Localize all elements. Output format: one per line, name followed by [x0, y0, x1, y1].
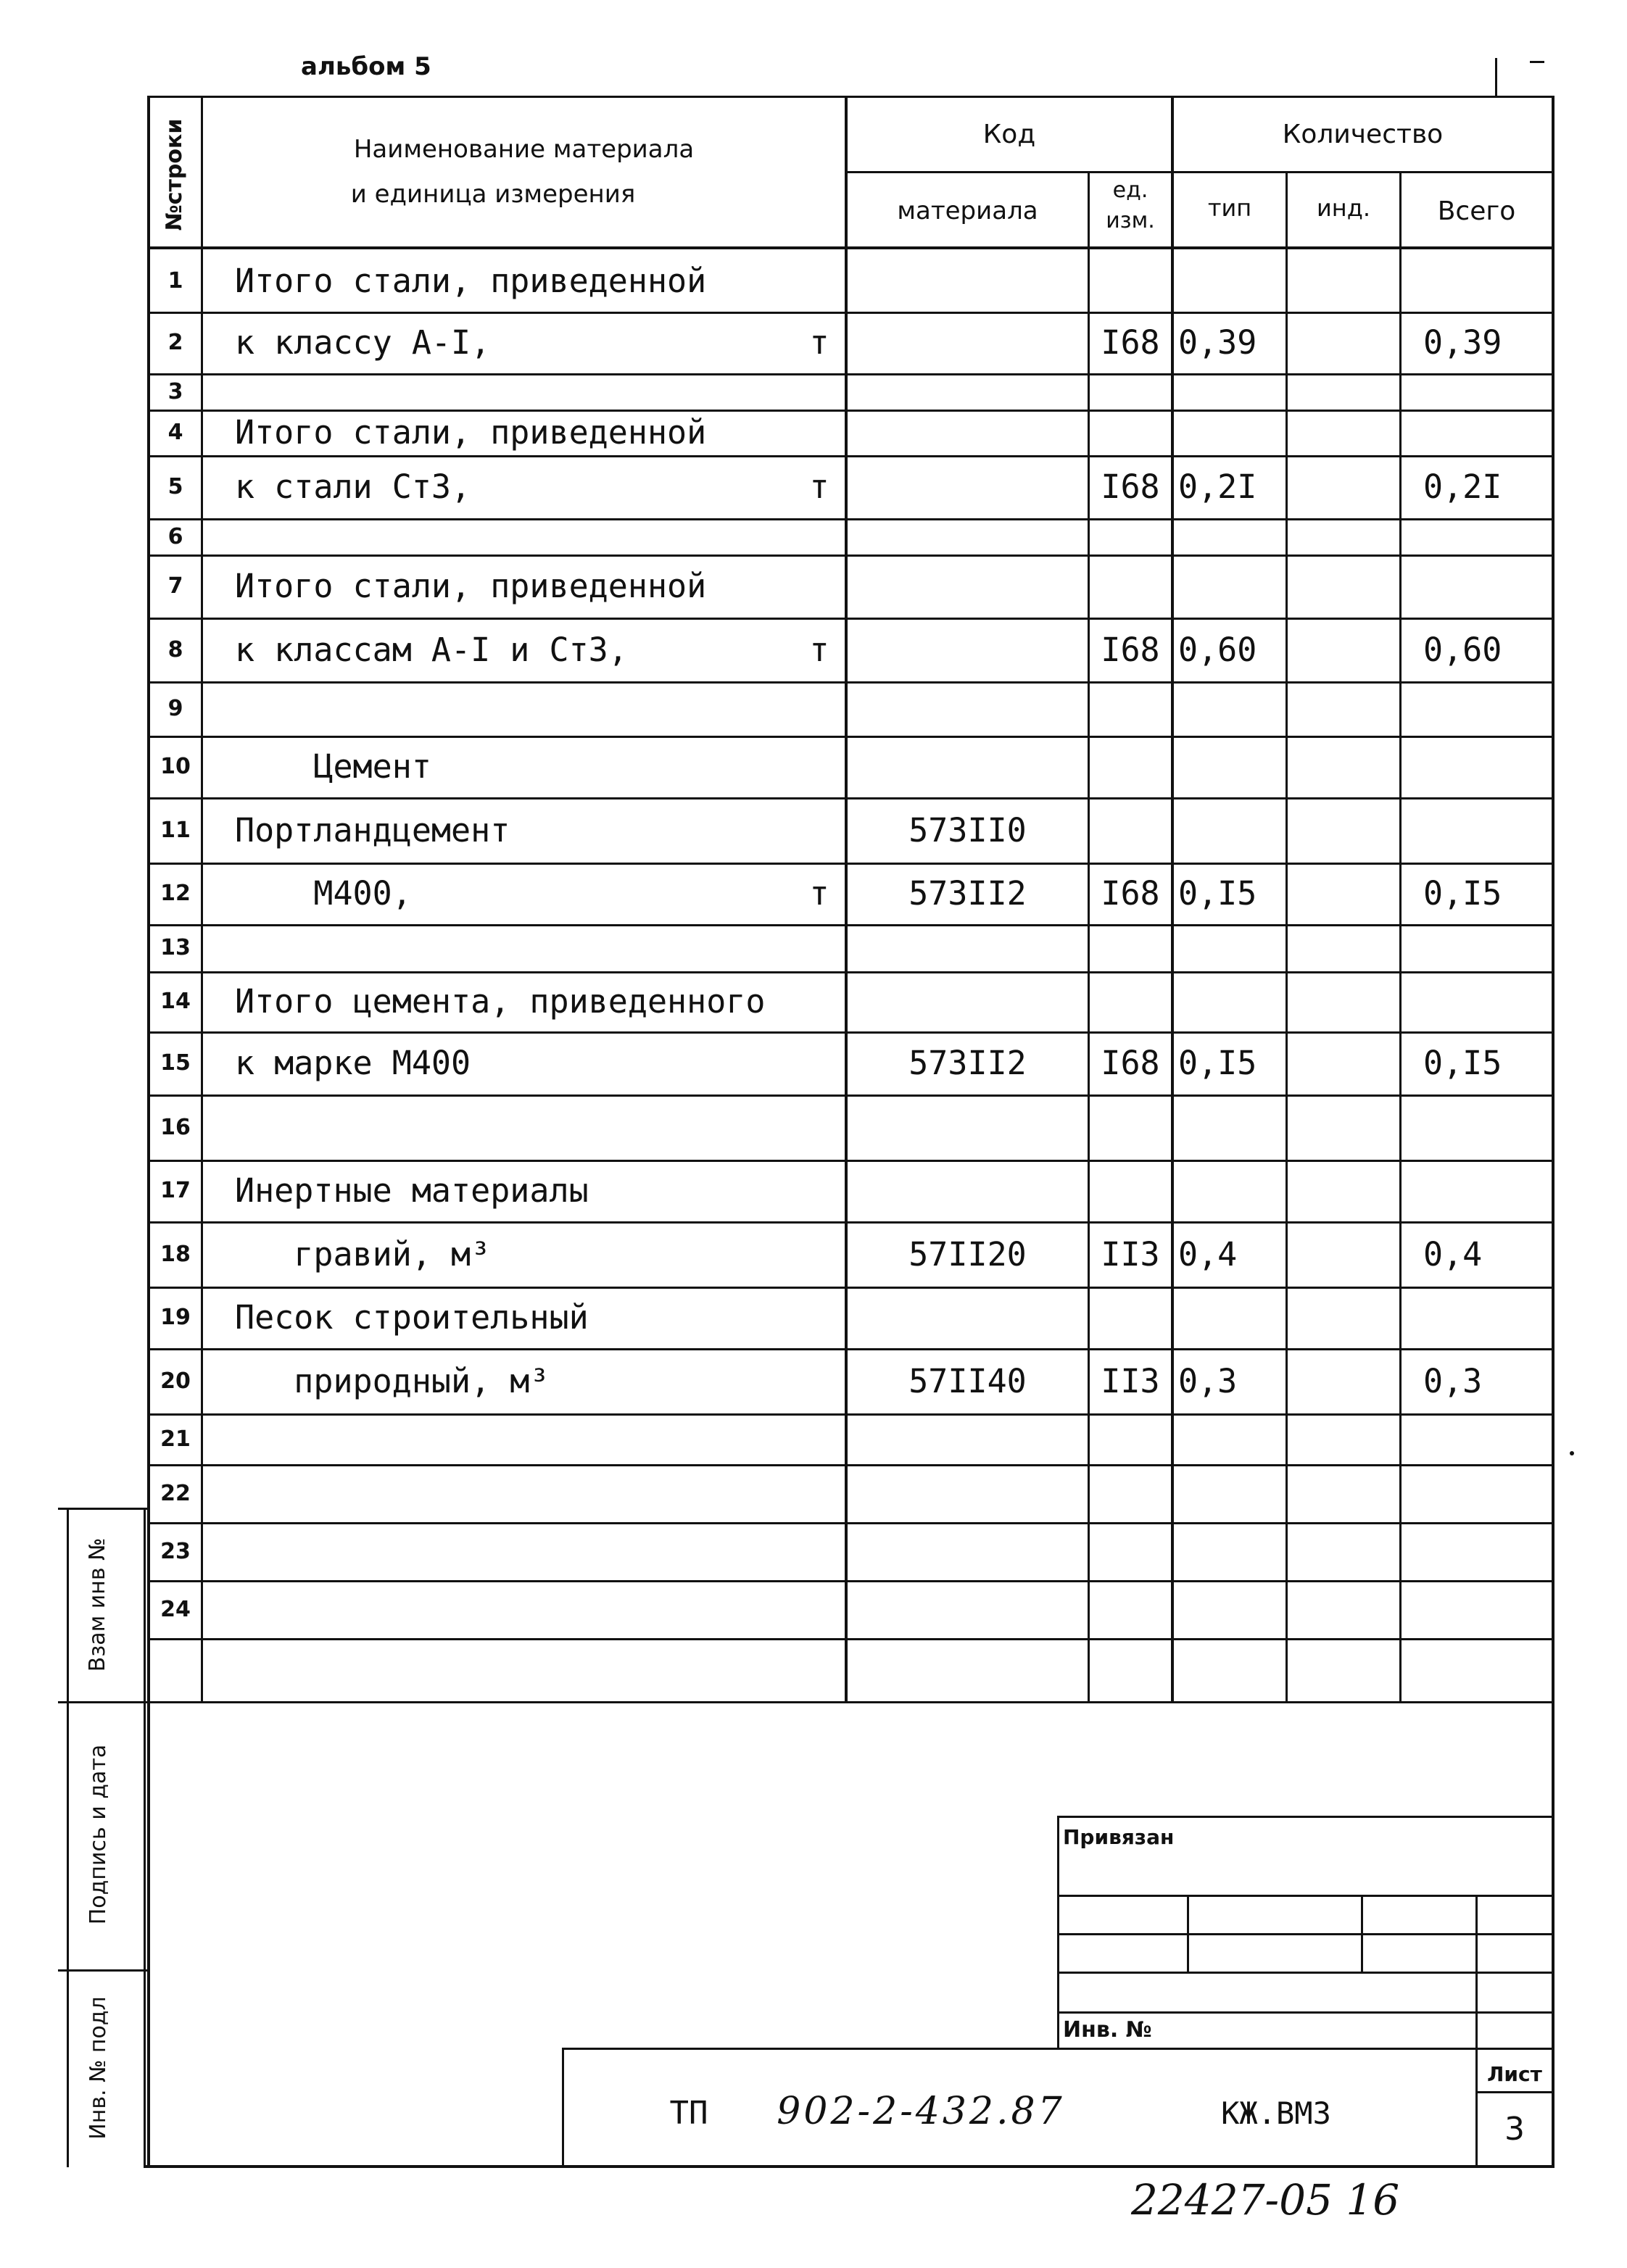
- quantity-total: [1423, 249, 1552, 312]
- unit-letter: [794, 410, 845, 455]
- quantity-total: [1423, 518, 1552, 554]
- row-number: 20: [160, 1368, 191, 1394]
- unit-code: [1090, 554, 1171, 618]
- material-name: к марке М400: [235, 1044, 471, 1082]
- unit-code: I68: [1101, 323, 1160, 362]
- material-name: [235, 1094, 794, 1160]
- material-name: [235, 373, 794, 410]
- material-code: [848, 971, 1088, 1031]
- quantity-type: 0,2I: [1178, 468, 1257, 506]
- col-line-rownum: [201, 96, 203, 1701]
- quantity-individual: [1288, 924, 1399, 971]
- row-number: 6: [167, 523, 183, 549]
- unit-code: I68: [1101, 1044, 1160, 1082]
- material-name: Итого стали, приведенной: [235, 413, 707, 452]
- row-number: 18: [160, 1241, 191, 1267]
- quantity-type: [1178, 924, 1286, 971]
- unit-code: [1090, 1287, 1171, 1348]
- quantity-individual: [1288, 618, 1399, 681]
- material-name: [235, 518, 794, 554]
- material-name: Итого стали, приведенной: [235, 261, 707, 300]
- unit-letter: [794, 1031, 845, 1094]
- row-number: 24: [160, 1596, 191, 1622]
- unit-letter: [794, 554, 845, 618]
- row-number: 2: [167, 330, 183, 355]
- top-right-tick: [1495, 58, 1497, 96]
- material-name: к классу А-I,: [235, 323, 491, 362]
- header-name-line2: и единица измерения: [350, 180, 636, 209]
- unit-letter: [794, 736, 845, 797]
- material-code: 573II2: [908, 1044, 1027, 1082]
- quantity-individual: [1288, 1348, 1399, 1413]
- stamp-vline-a: [1187, 1895, 1189, 1973]
- stamp-privyazan: Привязан: [1063, 1824, 1175, 1849]
- material-code: [848, 924, 1088, 971]
- row-number: 19: [160, 1305, 191, 1330]
- quantity-type: [1178, 1580, 1286, 1638]
- right-margin-dot: [1570, 1451, 1574, 1455]
- quantity-total: [1423, 554, 1552, 618]
- unit-letter: [794, 1160, 845, 1221]
- stamp-list-number: 3: [1504, 2110, 1525, 2148]
- quantity-total: [1423, 681, 1552, 736]
- quantity-individual: [1288, 681, 1399, 736]
- quantity-type: [1178, 1094, 1286, 1160]
- unit-code: [1090, 373, 1171, 410]
- unit-code: [1090, 1522, 1171, 1580]
- stamp-inv-no: Инв. №: [1063, 2016, 1152, 2043]
- material-name: Песок строительный: [235, 1298, 589, 1337]
- unit-code: [1090, 1094, 1171, 1160]
- quantity-type: [1178, 1287, 1286, 1348]
- stamp-doc-code: 902-2-432.87: [777, 2090, 1065, 2133]
- side-label-inv-podl: Инв. № подл: [85, 1996, 111, 2140]
- unit-code: [1090, 736, 1171, 797]
- unit-code: II3: [1101, 1234, 1160, 1274]
- material-code: [848, 1413, 1088, 1464]
- quantity-type: [1178, 1464, 1286, 1522]
- unit-letter: т: [809, 874, 829, 913]
- quantity-individual: [1288, 1464, 1399, 1522]
- quantity-type: [1178, 373, 1286, 410]
- material-name: к классам А-I и Ст3,: [235, 630, 628, 669]
- header-row-number: №строки: [161, 118, 187, 231]
- header-total: Всего: [1437, 196, 1516, 226]
- header-quantity: Количество: [1282, 119, 1444, 149]
- row-number: 12: [160, 881, 191, 906]
- row-number: 17: [160, 1178, 191, 1203]
- quantity-type: 0,39: [1178, 323, 1257, 362]
- material-code: 57II40: [908, 1361, 1027, 1400]
- material-name: Итого стали, приведенной: [235, 567, 707, 605]
- material-code: [848, 518, 1088, 554]
- unit-code: [1090, 1160, 1171, 1221]
- side-left-edge: [67, 1508, 69, 2167]
- stamp-title-left: [562, 2048, 564, 2167]
- material-code: [848, 1580, 1088, 1638]
- row-number: 3: [167, 378, 183, 404]
- material-name: [235, 1580, 794, 1638]
- header-code: Код: [982, 119, 1036, 149]
- unit-letter: [794, 373, 845, 410]
- row-number: 14: [160, 989, 191, 1014]
- row-number: 10: [160, 754, 191, 779]
- unit-letter: [794, 971, 845, 1031]
- quantity-individual: [1288, 554, 1399, 618]
- material-name: [235, 1522, 794, 1580]
- material-code: [848, 312, 1088, 373]
- material-code: [848, 681, 1088, 736]
- quantity-total: [1423, 1094, 1552, 1160]
- unit-letter: [794, 1522, 845, 1580]
- row-number: 11: [160, 817, 191, 843]
- quantity-individual: [1288, 312, 1399, 373]
- material-name: природный, м³: [235, 1361, 550, 1400]
- material-code: [848, 736, 1088, 797]
- side-label-vzam: Взам инв №: [84, 1537, 110, 1672]
- top-right-dash: [1530, 61, 1544, 63]
- unit-code: [1090, 249, 1171, 312]
- header-type: тип: [1207, 194, 1252, 222]
- material-code: [848, 1464, 1088, 1522]
- unit-code: [1090, 1413, 1171, 1464]
- side-label-podpis: Подпись и дата: [85, 1744, 111, 1925]
- quantity-total: [1423, 410, 1552, 455]
- unit-letter: [794, 1464, 845, 1522]
- unit-code: [1090, 924, 1171, 971]
- unit-letter: [794, 249, 845, 312]
- quantity-type: [1178, 518, 1286, 554]
- unit-code: [1090, 681, 1171, 736]
- quantity-individual: [1288, 1287, 1399, 1348]
- material-code: [848, 1287, 1088, 1348]
- quantity-type: 0,I5: [1178, 1044, 1257, 1082]
- quantity-individual: [1288, 1221, 1399, 1287]
- material-code: [848, 1522, 1088, 1580]
- stamp-hline-0: [147, 1701, 1552, 1703]
- quantity-individual: [1288, 1580, 1399, 1638]
- quantity-individual: [1288, 971, 1399, 1031]
- quantity-individual: [1288, 373, 1399, 410]
- quantity-type: 0,4: [1178, 1234, 1238, 1274]
- row-number: 22: [160, 1480, 191, 1506]
- quantity-type: [1178, 736, 1286, 797]
- material-code: 573II0: [908, 810, 1027, 850]
- quantity-type: [1178, 797, 1286, 863]
- stamp-vline-b: [1361, 1895, 1363, 1973]
- row-number: 1: [167, 267, 183, 294]
- row-separator: [147, 1638, 1552, 1640]
- quantity-individual: [1288, 249, 1399, 312]
- stamp-hline-1: [1057, 1816, 1552, 1818]
- quantity-total: 0,2I: [1423, 468, 1502, 506]
- material-name: М400,: [235, 874, 412, 913]
- quantity-total: [1423, 1464, 1552, 1522]
- quantity-total: 0,60: [1423, 630, 1502, 669]
- quantity-individual: [1288, 518, 1399, 554]
- quantity-total: 0,39: [1423, 323, 1502, 362]
- material-code: 573II2: [908, 874, 1027, 913]
- quantity-type: [1178, 410, 1286, 455]
- unit-code: [1090, 797, 1171, 863]
- row-number: 9: [167, 696, 183, 721]
- header-mid-line: [845, 171, 1552, 173]
- quantity-individual: [1288, 736, 1399, 797]
- quantity-total: 0,3: [1423, 1361, 1483, 1400]
- row-number: 15: [160, 1050, 191, 1076]
- quantity-total: [1423, 971, 1552, 1031]
- col-line-ind: [1399, 171, 1402, 1701]
- header-name-line1: Наименование материала: [353, 135, 695, 164]
- quantity-individual: [1288, 1031, 1399, 1094]
- material-name: [235, 924, 794, 971]
- unit-code: I68: [1101, 468, 1160, 506]
- row-number: 21: [160, 1426, 191, 1452]
- quantity-total: [1423, 1522, 1552, 1580]
- quantity-type: [1178, 1522, 1286, 1580]
- unit-letter: [794, 1287, 845, 1348]
- material-code: [848, 249, 1088, 312]
- unit-letter: т: [809, 630, 829, 669]
- row-number: 4: [167, 420, 183, 445]
- row-number: 23: [160, 1538, 191, 1564]
- quantity-type: [1178, 971, 1286, 1031]
- col-line-unit: [1171, 96, 1174, 1701]
- unit-letter: [794, 1094, 845, 1160]
- header-material: материала: [897, 196, 1038, 225]
- side-sep-1: [58, 1508, 147, 1510]
- unit-letter: [794, 1348, 845, 1413]
- material-code: [848, 455, 1088, 518]
- material-code: [848, 410, 1088, 455]
- album-label: альбом 5: [301, 52, 431, 81]
- unit-code: [1090, 971, 1171, 1031]
- stamp-list-sep: [1475, 2091, 1552, 2093]
- material-code: 57II20: [908, 1234, 1027, 1274]
- material-code: [848, 1160, 1088, 1221]
- unit-letter: т: [809, 468, 829, 506]
- material-name: Портландцемент: [235, 810, 510, 850]
- unit-letter: [794, 924, 845, 971]
- material-name: [235, 1464, 794, 1522]
- unit-letter: [794, 681, 845, 736]
- quantity-total: 0,I5: [1423, 1044, 1502, 1082]
- header-unit-line2: изм.: [1106, 207, 1155, 233]
- quantity-type: [1178, 249, 1286, 312]
- quantity-total: [1423, 924, 1552, 971]
- stamp-box-left: [1057, 1816, 1059, 2049]
- material-code: [848, 554, 1088, 618]
- row-number: 5: [167, 474, 183, 499]
- footer-handwritten-number: 22427-05 16: [1131, 2175, 1400, 2225]
- quantity-total: [1423, 1580, 1552, 1638]
- material-name: Цемент: [235, 747, 431, 786]
- row-number: 16: [160, 1114, 191, 1140]
- stamp-doc-prefix: ТП: [669, 2094, 708, 2132]
- quantity-type: [1178, 1160, 1286, 1221]
- unit-letter: [794, 1221, 845, 1287]
- material-code: [848, 618, 1088, 681]
- quantity-total: [1423, 1160, 1552, 1221]
- unit-code: II3: [1101, 1361, 1160, 1400]
- quantity-individual: [1288, 1413, 1399, 1464]
- unit-code: [1090, 1580, 1171, 1638]
- row-number: 13: [160, 935, 191, 960]
- header-individual: инд.: [1316, 194, 1370, 222]
- quantity-type: [1178, 554, 1286, 618]
- quantity-total: [1423, 1413, 1552, 1464]
- unit-code: [1090, 1464, 1171, 1522]
- quantity-individual: [1288, 410, 1399, 455]
- quantity-type: 0,I5: [1178, 874, 1257, 913]
- unit-letter: [794, 518, 845, 554]
- quantity-total: [1423, 797, 1552, 863]
- material-name: [235, 1413, 794, 1464]
- stamp-list-label: Лист: [1487, 2061, 1542, 2086]
- material-name: гравий, м³: [235, 1234, 491, 1274]
- unit-code: I68: [1101, 874, 1160, 913]
- quantity-individual: [1288, 1094, 1399, 1160]
- unit-letter: [794, 1413, 845, 1464]
- material-code: [848, 373, 1088, 410]
- quantity-individual: [1288, 455, 1399, 518]
- unit-code: [1090, 410, 1171, 455]
- frame-top: [147, 96, 1552, 98]
- quantity-type: [1178, 1413, 1286, 1464]
- material-name: к стали Ст3,: [235, 468, 471, 506]
- quantity-individual: [1288, 1522, 1399, 1580]
- side-sep-2: [58, 1701, 147, 1703]
- row-number: 7: [167, 573, 183, 599]
- quantity-individual: [1288, 1160, 1399, 1221]
- material-name: Итого цемента, приведенного: [235, 982, 766, 1021]
- frame-bottom: [144, 2165, 1554, 2168]
- quantity-individual: [1288, 797, 1399, 863]
- unit-letter: [794, 1580, 845, 1638]
- quantity-total: 0,I5: [1423, 874, 1502, 913]
- frame-left: [144, 1508, 146, 2167]
- unit-code: [1090, 518, 1171, 554]
- unit-code: I68: [1101, 630, 1160, 669]
- unit-letter: т: [809, 323, 829, 362]
- row-number: 8: [167, 636, 183, 662]
- quantity-individual: [1288, 863, 1399, 924]
- stamp-hline-6: [562, 2048, 1552, 2050]
- stamp-doc-suffix: КЖ.ВМ3: [1221, 2095, 1331, 2131]
- material-name: [235, 681, 794, 736]
- quantity-total: 0,4: [1423, 1234, 1483, 1274]
- material-name: Инертные материалы: [235, 1171, 589, 1210]
- quantity-type: 0,60: [1178, 630, 1257, 669]
- frame-right: [1552, 96, 1554, 2167]
- material-code: [848, 1094, 1088, 1160]
- quantity-type: [1178, 681, 1286, 736]
- header-unit-line1: ед.: [1112, 177, 1148, 203]
- quantity-type: 0,3: [1178, 1361, 1238, 1400]
- quantity-total: [1423, 736, 1552, 797]
- quantity-total: [1423, 373, 1552, 410]
- unit-letter: [794, 797, 845, 863]
- quantity-total: [1423, 1287, 1552, 1348]
